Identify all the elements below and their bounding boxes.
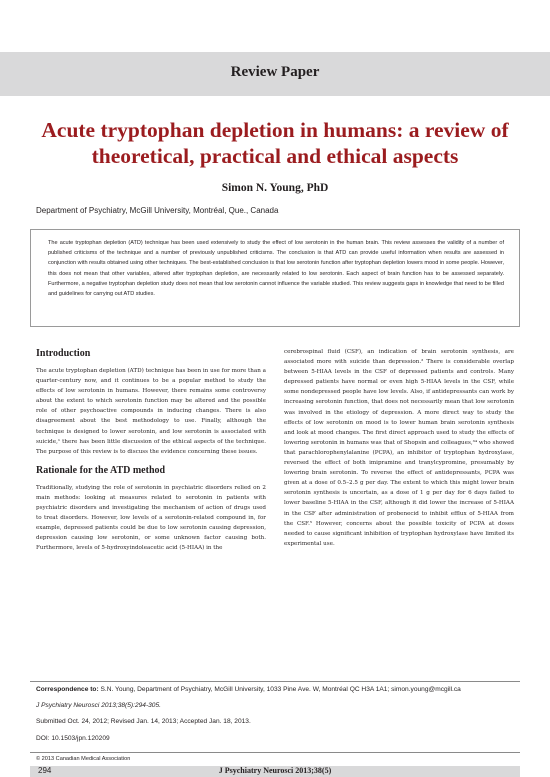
introduction-heading: Introduction <box>36 348 91 359</box>
article-title: Acute tryptophan depletion in humans: a review of theoretical, practical and ethical aspects <box>41 118 509 168</box>
correspondence-text: S.N. Young, Department of Psychiatry, McGill University, 1033 Pine Ave. W, Montréal QC H3A 1A1; simon.young@mcgill.ca <box>100 686 461 693</box>
page-number: 294 <box>38 766 52 775</box>
journal-reference: J Psychiatry Neurosci 2013;38(5) <box>218 766 332 775</box>
author-name: Simon N. Young, PhD <box>221 182 329 194</box>
section-label: Review Paper <box>230 64 320 80</box>
copyright-divider <box>30 752 520 753</box>
doi-line: DOI: 10.1503/jpn.120209 <box>36 734 110 742</box>
correspondence-label: Correspondence to: <box>36 686 99 693</box>
citation-line: J Psychiatry Neurosci 2013;38(5):294-305. <box>36 702 161 710</box>
left-column <box>36 348 266 554</box>
right-column <box>284 347 514 549</box>
introduction-paragraph: The acute tryptophan depletion (ATD) technique has been in use for more than a quarter-century now, and it continues to be a popular method to study the effects of low serotonin in humans. However, there remains some controversy about the extent to which serotonin function may be altered and the possible role of other psychoactive compounds in inducing changes. There is also disagreement about the best methodology to use. Finally, although the technique is designed to lower serotonin, and low serotonin is associated with suicide,¹ there has been little discussion of the ethical aspects of the technique. The purpose of this review is to discuss the evidence concerning these issues. <box>36 368 266 455</box>
copyright-line: © 2013 Canadian Medical Association <box>36 756 131 762</box>
footnotes <box>36 685 516 744</box>
right-column-paragraph: cerebrospinal fluid (CSF), an indication of brain serotonin synthesis, are associated more with suicide than depression.² There is considerable overlap between 5-HIAA levels in the CSF of depressed patients and controls. Many depressed patients have normal or even high 5-HIAA levels in the CSF, while some nondepressed people have low levels. Also, if antidepressants can work by increasing serotonin function, that does not necessarily mean that low serotonin was involved in the etiology of depression. A more direct way to study the effects of low serotonin on mood is to lower human brain serotonin synthesis and look at mood changes. The first direct approach used to study the effects of lowering serotonin in humans was that of Shopsin and colleagues,³⁴ who showed that parachlorophenylalanine (PCPA), an inhibitor of tryptophan hydroxylase, reversed the effect of both imipramine and tranylcypromine, presumably by lowering brain serotonin. To reverse the effect of antidepressants, PCPA was given at a dose of 0.5–2.5 g per day. The extent to which this might lower brain serotonin synthesis is uncertain, as a dose of 1 g per day for 6 days failed to lower baseline 5-HIAA in the CSF, although it did lower the increase of 5-HIAA in the CSF after administration of probenecid to inhibit efflux of 5-HIAA from the CSF.⁵ However, concerns about the possible toxicity of PCPA at doses needed to cause significant inhibition of tryptophan hydroxylase have limited its experimental use. <box>284 349 514 547</box>
submission-dates: Submitted Oct. 24, 2012; Revised Jan. 14, 2013; Accepted Jan. 18, 2013. <box>36 718 251 726</box>
abstract-text: The acute tryptophan depletion (ATD) technique has been used extensively to study the effect of low serotonin in the human brain. This review assesses the validity of a number of published criticisms of the technique and a number of previously unpublished criticisms. The conclusion is that ATD can provide useful information when results are assessed in conjunction with results obtained using other techniques. The best-established conclusion is that low serotonin function after tryptophan depletion lowers mood in some people. However, this does not mean that other variables, altered after tryptophan depletion, are necessarily related to low serotonin. Each aspect of brain function has to be assessed separately. Furthermore, a negative tryptophan depletion study does not mean that low serotonin cannot influence the variable studied. This review suggests gaps in knowledge that need to be filled and guidelines for carrying out ATD studies. <box>48 240 504 298</box>
author-affiliation: Department of Psychiatry, McGill University, Montréal, Que., Canada <box>36 206 279 215</box>
rationale-paragraph: Traditionally, studying the role of serotonin in psychiatric disorders relied on 2 main methods: looking at measures related to serotonin in patients with psychiatric disorders and investigating the mechanism of action of drugs used to treat disorders. However, low levels of a serotonin-related compound in, for example, depressed patients could be due to low serotonin causing depression, depression causing low serotonin, or some unknown factor causing both. Furthermore, levels of 5-hydroxyindoleacetic acid (5-HIAA) in the <box>36 484 266 552</box>
rationale-heading: Rationale for the ATD method <box>36 464 166 476</box>
correspondence-line <box>36 685 516 695</box>
footnote-divider <box>30 681 520 682</box>
